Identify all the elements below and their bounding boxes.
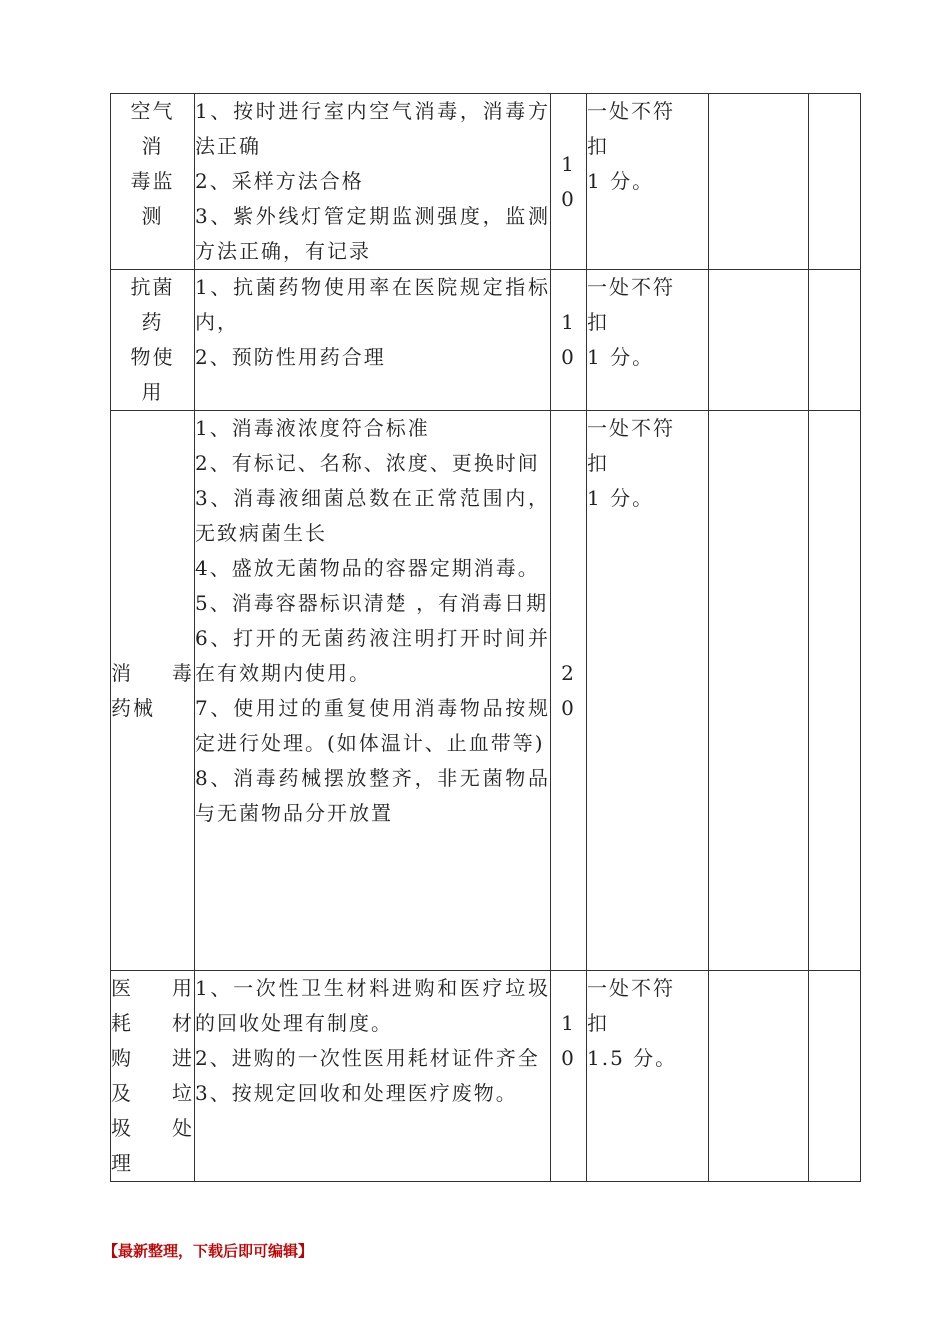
deduction-cell: 一处不符 扣 1.5 分。	[587, 971, 709, 1182]
blank-cell	[809, 270, 861, 411]
score-cell: 1 0	[551, 94, 587, 270]
table-row	[111, 411, 861, 971]
requirements-cell: 1、抗菌药物使用率在医院规定指标内， 2、预防性用药合理	[195, 270, 551, 411]
table-row	[111, 270, 861, 411]
deduction-cell: 一处不符 扣 1 分。	[587, 94, 709, 270]
score-cell: 2 0	[551, 411, 587, 971]
requirements-cell: 1、一次性卫生材料进购和医疗垃圾的回收处理有制度。 2、进购的一次性医用耗材证件齐全 3、按规定回收和处理医疗废物。	[195, 971, 551, 1182]
table-row	[111, 971, 861, 1182]
footer-note: 【最新整理，下载后即可编辑】	[103, 1242, 314, 1260]
table-row	[111, 94, 861, 270]
category-cell: 医 用 耗 材 购 进 及 垃 圾 处 理	[111, 971, 195, 1182]
blank-cell	[709, 270, 809, 411]
inspection-table	[110, 93, 861, 1182]
blank-cell	[709, 94, 809, 270]
score-cell: 1 0	[551, 971, 587, 1182]
category-cell: 消 毒 药械	[111, 411, 195, 971]
blank-cell	[809, 971, 861, 1182]
blank-cell	[809, 94, 861, 270]
category-cell: 空气 消 毒监 测	[111, 94, 195, 270]
requirements-cell: 1、消毒液浓度符合标准 2、有标记、名称、浓度、更换时间 3、消毒液细菌总数在正常范围内，无致病菌生长 4、盛放无菌物品的容器定期消毒。 5、消毒容器标识清楚 ，有消毒日期 6、打开的无菌药液注明打开时间并在有效期内使用。 7、使用过的重复使用消毒物品按规定进行处理。(如体温计、止血带等) 8、消毒药械摆放整齐，非无菌物品与无菌物品分开放置	[195, 411, 551, 971]
blank-cell	[709, 411, 809, 971]
deduction-cell: 一处不符 扣 1 分。	[587, 411, 709, 971]
category-cell: 抗菌 药 物使 用	[111, 270, 195, 411]
score-cell: 1 0	[551, 270, 587, 411]
requirements-cell: 1、按时进行室内空气消毒，消毒方法正确 2、采样方法合格 3、紫外线灯管定期监测强度，监测方法正确，有记录	[195, 94, 551, 270]
blank-cell	[709, 971, 809, 1182]
deduction-cell: 一处不符 扣 1 分。	[587, 270, 709, 411]
blank-cell	[809, 411, 861, 971]
